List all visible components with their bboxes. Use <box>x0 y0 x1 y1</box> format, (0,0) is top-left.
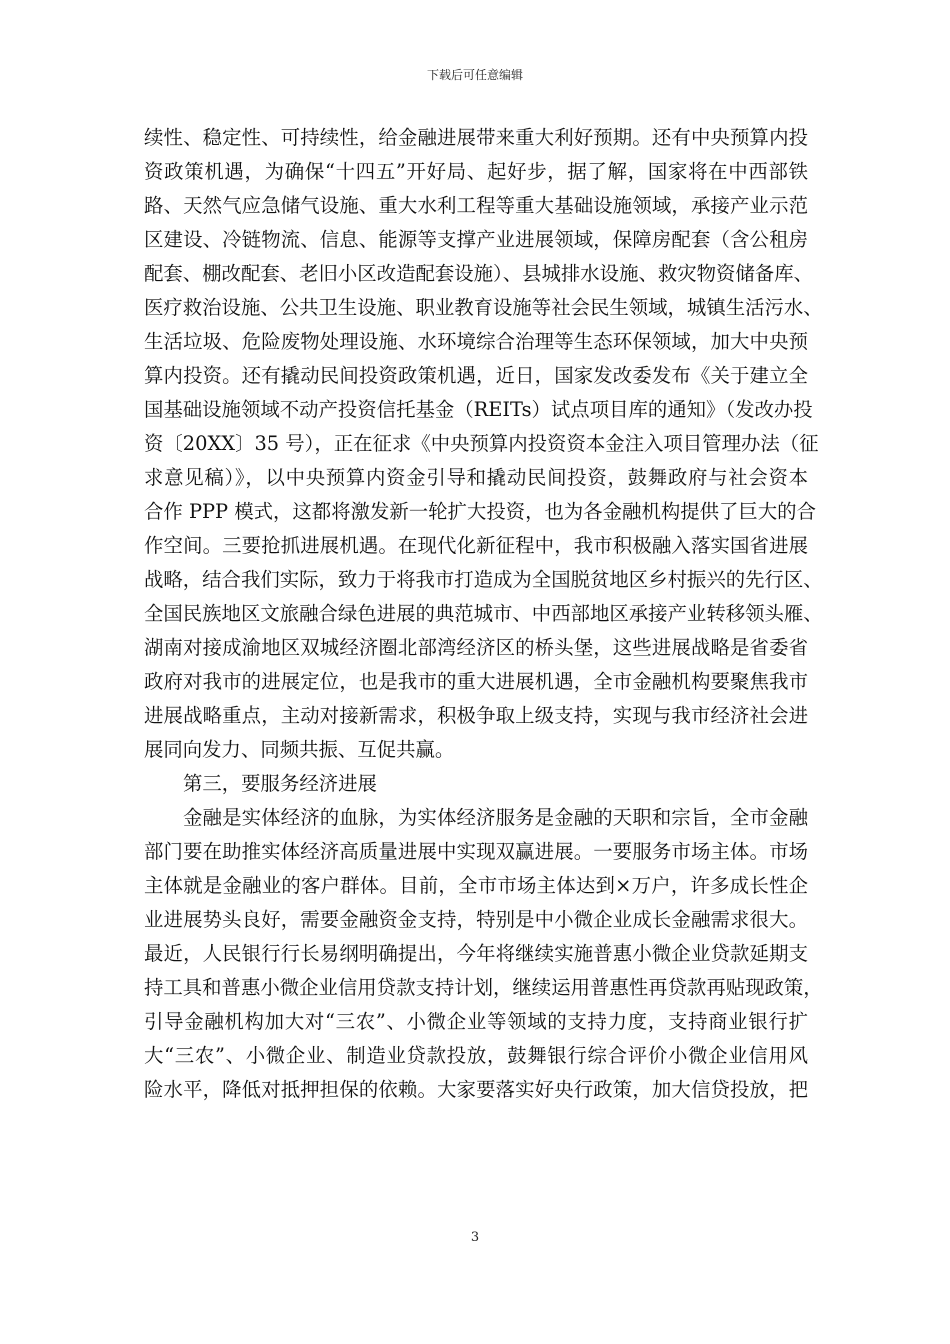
text-line: 持工具和普惠小微企业信用贷款支持计划，继续运用普惠性再贷款再贴现政策， <box>144 976 823 999</box>
text-line: 政府对我市的进展定位，也是我市的重大进展机遇，全市金融机构要聚焦我市 <box>144 670 808 693</box>
text-line: 路、天然气应急储气设施、重大水利工程等重大基础设施领域，承接产业示范 <box>144 194 808 217</box>
text-line: 作空间。三要抢抓进展机遇。在现代化新征程中，我市积极融入落实国省进展 <box>144 534 808 557</box>
text-line: 续性、稳定性、可持续性，给金融进展带来重大利好预期。还有中央预算内投 <box>144 126 808 149</box>
text-line: 金融是实体经济的血脉，为实体经济服务是金融的天职和宗旨，全市金融 <box>183 806 808 829</box>
text-line: 进展战略重点，主动对接新需求，积极争取上级支持，实现与我市经济社会进 <box>144 704 808 727</box>
text-line: 全国民族地区文旅融合绿色进展的典范城市、中西部地区承接产业转移领头雁、 <box>144 602 823 625</box>
text-line: 大“三农”、小微企业、制造业贷款投放，鼓舞银行综合评价小微企业信用风 <box>144 1044 808 1067</box>
text-line: 展同向发力、同频共振、互促共赢。 <box>144 738 455 761</box>
text-line: 求意见稿）》，以中央预算内资金引导和撬动民间投资，鼓舞政府与社会资本 <box>144 466 808 489</box>
text-line: 湖南对接成渝地区双城经济圈北部湾经济区的桥头堡，这些进展战略是省委省 <box>144 636 808 659</box>
text-line: 引导金融机构加大对“三农”、小微企业等领域的支持力度，支持商业银行扩 <box>144 1010 808 1033</box>
text-line: 最近，人民银行行长易纲明确提出，今年将继续实施普惠小微企业贷款延期支 <box>144 942 808 965</box>
text-line: 算内投资。还有撬动民间投资政策机遇，近日，国家发改委发布《关于建立全 <box>144 364 808 387</box>
page-header: 下载后可任意编辑 <box>426 68 523 82</box>
text-line: 战略，结合我们实际，致力于将我市打造成为全国脱贫地区乡村振兴的先行区、 <box>144 568 823 591</box>
page-number: 3 <box>470 1230 480 1245</box>
text-line: 部门要在助推实体经济高质量进展中实现双赢进展。一要服务市场主体。市场 <box>144 840 808 863</box>
text-line: 配套、棚改配套、老旧小区改造配套设施）、县城排水设施、救灾物资储备库、 <box>144 262 813 285</box>
text-line: 险水平，降低对抵押担保的依赖。大家要落实好央行政策，加大信贷投放，把 <box>144 1078 808 1101</box>
text-line: 第三，要服务经济进展 <box>183 772 377 795</box>
text-line: 资〔20XX〕35 号），正在征求《中央预算内投资资本金注入项目管理办法（征 <box>144 432 819 455</box>
text-line: 区建设、冷链物流、信息、能源等支撑产业进展领域，保障房配套（含公租房 <box>144 228 808 251</box>
text-line: 国基础设施领域不动产投资信托基金（REITs）试点项目库的通知》（发改办投 <box>144 398 813 421</box>
text-line: 医疗救治设施、公共卫生设施、职业教育设施等社会民生领域，城镇生活污水、 <box>144 296 823 319</box>
text-line: 资政策机遇，为确保“十四五”开好局、起好步，据了解，国家将在中西部铁 <box>144 160 808 183</box>
text-line: 生活垃圾、危险废物处理设施、水环境综合治理等生态环保领域，加大中央预 <box>144 330 808 353</box>
text-line: 合作 PPP 模式，这都将激发新一轮扩大投资，也为各金融机构提供了巨大的合 <box>144 500 816 523</box>
text-line: 业进展势头良好，需要金融资金支持，特别是中小微企业成长金融需求很大。 <box>144 908 808 931</box>
document-body <box>144 121 823 1107</box>
text-line: 主体就是金融业的客户群体。目前，全市市场主体达到×万户，许多成长性企 <box>144 874 808 897</box>
